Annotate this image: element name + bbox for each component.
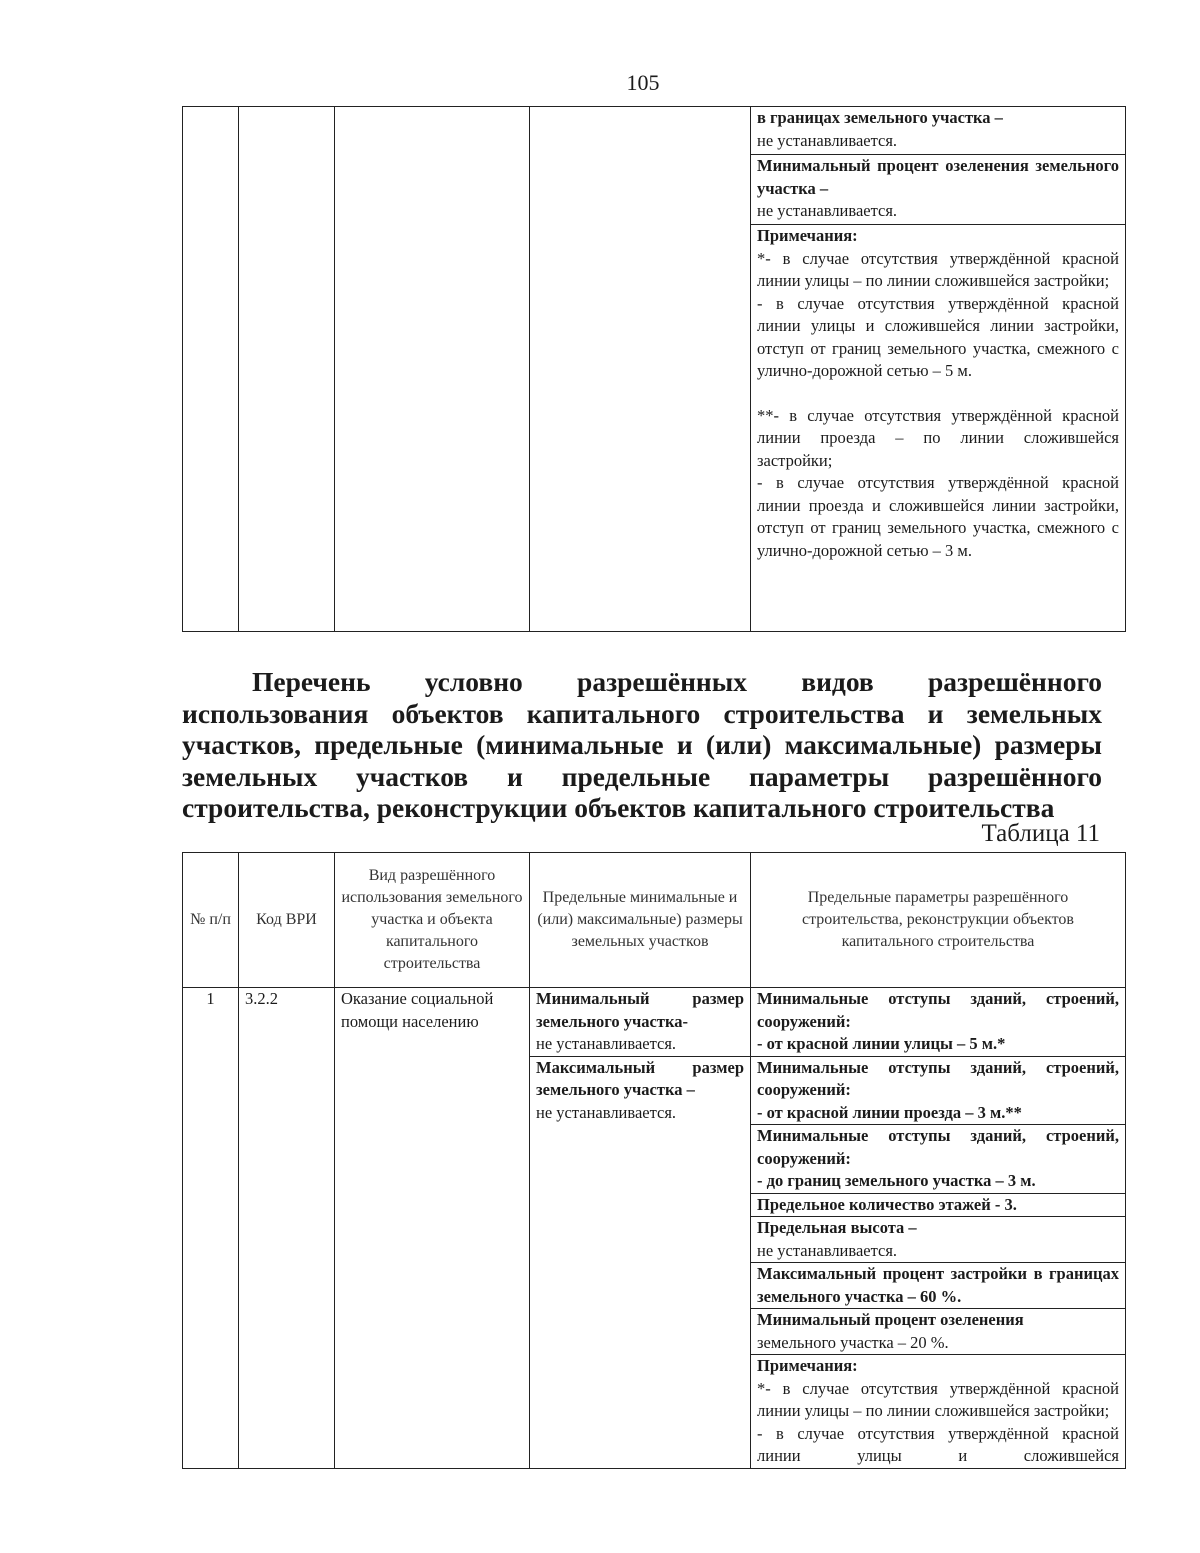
table-caption: Таблица 11	[981, 820, 1100, 847]
header-vri: Вид разрешённого использования земельного участка и объекта капитального строительства	[335, 853, 530, 988]
param-title: Предельное количество этажей - 3.	[757, 1194, 1017, 1214]
heading-line: Перечень условно разрешённых видов разрешённого	[252, 666, 1102, 697]
param-title: Максимальный процент застройки в границах земельного участка – 60 %.	[757, 1264, 1119, 1306]
param-text: не устанавливается.	[757, 1240, 898, 1260]
table-cell-empty	[530, 107, 751, 632]
page-number: 105	[626, 70, 660, 95]
param-cell	[751, 988, 1126, 1057]
param-text: - до границ земельного участка – 3 м.	[757, 1171, 1036, 1190]
min-size-cell	[530, 988, 751, 1057]
table-cell-empty	[183, 107, 239, 632]
notes-paragraph: *- в случае отсутствия утверждённой красной линии улицы – по линии сложившейся застройки;	[757, 1378, 1119, 1420]
heading-line: участков, предельные (минимальные и (или) максимальные) размеры	[182, 729, 1102, 760]
param-title: Минимальный процент озеленения земельного участка –	[757, 156, 1119, 198]
heading-line: земельных участков и предельные параметры разрешённого	[182, 760, 1102, 792]
param-text: земельного участка – 20 %.	[757, 1332, 949, 1352]
param-cell	[751, 1217, 1126, 1263]
heading-line: использования объектов капитального строительства и земельных	[182, 697, 1102, 729]
continued-table	[182, 106, 1126, 632]
max-size-cell	[530, 1056, 751, 1468]
max-size-text: не устанавливается.	[536, 1102, 677, 1122]
row-vri: Оказание социальной помощи населению	[335, 988, 530, 1469]
param-text: не устанавливается.	[757, 201, 898, 220]
notes-paragraph: - в случае отсутствия утверждённой красной линии улицы и сложившейся линии застройки, отступ от границ земельного участка, смежного с улично-дорожной сетью – 5 м.	[757, 293, 1119, 380]
header-num: № п/п	[183, 853, 239, 988]
section-heading	[182, 666, 1102, 824]
min-size-title: Минимальный размер земельного участка-	[536, 989, 744, 1031]
notes-cell	[751, 225, 1126, 632]
notes-title: Примечания:	[757, 226, 858, 245]
param-title: Минимальные отступы зданий, строений, сооружений:	[757, 1126, 1119, 1168]
table-11	[182, 852, 1126, 1469]
table-cell-empty	[239, 107, 335, 632]
param-text: - от красной линии улицы – 5 м.*	[757, 1034, 1006, 1053]
notes-paragraph: - в случае отсутствия утверждённой красной линии улицы и сложившейся	[757, 1423, 1119, 1465]
param-title: Минимальные отступы зданий, строений, сооружений:	[757, 1057, 1119, 1099]
notes-cell	[751, 1355, 1126, 1469]
heading-line: строительства, реконструкции объектов капитального строительства	[182, 792, 1055, 823]
param-title: Предельная высота –	[757, 1218, 917, 1237]
param-cell	[751, 1056, 1126, 1125]
param-cell	[751, 107, 1126, 155]
notes-paragraph: **- в случае отсутствия утверждённой красной линии проезда – по линии сложившейся застройки;	[757, 405, 1119, 470]
param-text: не устанавливается.	[757, 130, 898, 150]
notes-paragraph: - в случае отсутствия утверждённой красной линии проезда и сложившейся линии застройки, отступ от границ земельного участка, смежного с улично-дорожной сетью – 3 м.	[757, 473, 1119, 560]
param-cell	[751, 1309, 1126, 1355]
param-cell	[751, 155, 1126, 225]
param-title: Минимальный процент озеленения	[757, 1310, 1024, 1329]
header-sizes: Предельные минимальные и (или) максимальные) размеры земельных участков	[530, 853, 751, 988]
param-title: в границах земельного участка –	[757, 108, 1003, 127]
header-code: Код ВРИ	[239, 853, 335, 988]
notes-paragraph: *- в случае отсутствия утверждённой красной линии улицы – по линии сложившейся застройки;	[757, 248, 1119, 290]
param-text: - от красной линии проезда – 3 м.**	[757, 1102, 1022, 1122]
max-size-title: Максимальный размер земельного участка –	[536, 1057, 744, 1099]
notes-title: Примечания:	[757, 1356, 858, 1375]
param-cell	[751, 1263, 1126, 1309]
row-code: 3.2.2	[239, 988, 335, 1469]
table-cell-empty	[335, 107, 530, 632]
header-params: Предельные параметры разрешённого строительства, реконструкции объектов капитального строительства	[751, 853, 1126, 988]
param-cell	[751, 1193, 1126, 1217]
param-title: Минимальные отступы зданий, строений, сооружений:	[757, 989, 1119, 1031]
row-num: 1	[183, 988, 239, 1469]
min-size-text: не устанавливается.	[536, 1034, 677, 1053]
param-cell	[751, 1125, 1126, 1194]
